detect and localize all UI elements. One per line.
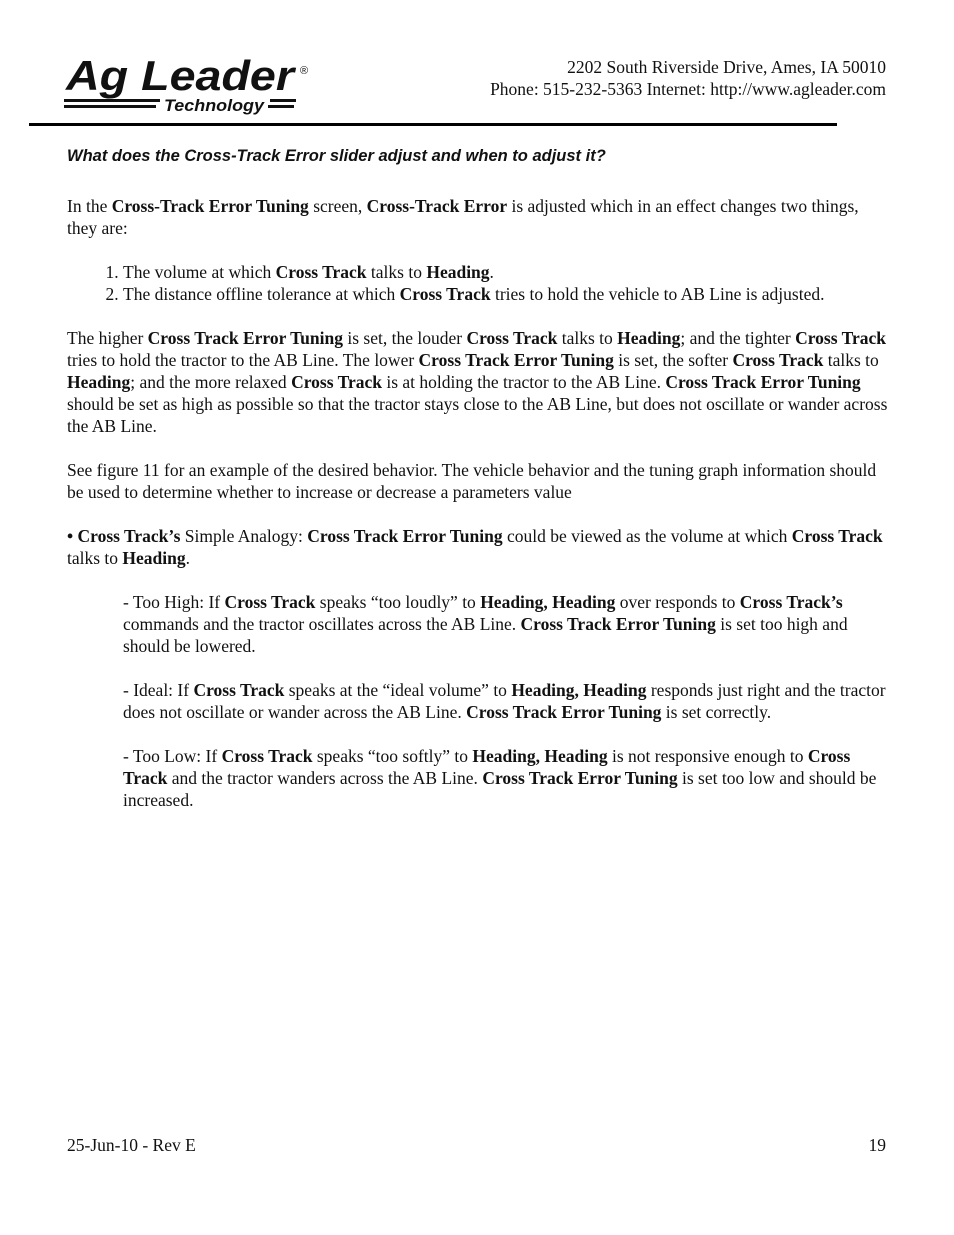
higher-lower-paragraph	[67, 327, 889, 437]
text-run: is adjusted which in an effect changes two things, they are:	[67, 196, 859, 238]
logo-sub-text: Technology	[164, 96, 266, 115]
too-high-paragraph	[123, 591, 889, 657]
bold-term: Heading, Heading	[472, 746, 608, 766]
text-run: responds just right and the tractor does not oscillate or wander across the AB Line.	[123, 680, 886, 722]
text-run: is not responsive enough to	[607, 746, 808, 766]
text-run: speaks “too softly” to	[312, 746, 473, 766]
figure-reference-paragraph	[67, 459, 889, 503]
bold-term: Cross Track	[399, 284, 491, 304]
bold-term: Cross Track Error Tuning	[418, 350, 614, 370]
text-run: Simple Analogy:	[180, 526, 308, 546]
text-run: speaks “too loudly” to	[315, 592, 481, 612]
bold-term: Heading	[67, 372, 131, 392]
bold-term: Cross Track Error Tuning	[466, 702, 662, 722]
bold-term: Cross Track	[791, 526, 883, 546]
footer-date-revision: 25-Jun-10 - Rev E	[67, 1135, 196, 1155]
text-run: talks to	[366, 262, 427, 282]
bold-term: Heading	[426, 262, 490, 282]
text-run: .	[185, 548, 191, 568]
text-run: should be set as high as possible so that the tractor stays close to the AB Line, but does not oscillate or wander across the AB Line.	[67, 394, 888, 436]
text-run: tries to hold the vehicle to AB Line is adjusted.	[490, 284, 825, 304]
page-number: 19	[868, 1135, 886, 1155]
address-line: 2202 South Riverside Drive, Ames, IA 50010	[567, 57, 886, 77]
bold-term: Cross Track	[795, 328, 886, 348]
ag-leader-logo	[60, 52, 320, 122]
text-run: See figure 11 for an example of the desired behavior. The vehicle behavior and the tuning graph information should be used to determine whether to increase or decrease a parameters value	[67, 460, 877, 502]
bold-term: Heading, Heading	[480, 592, 616, 612]
header-rule	[29, 123, 837, 126]
too-low-paragraph	[123, 745, 889, 811]
bold-term: Cross Track Error Tuning	[520, 614, 716, 634]
bold-term: Cross Track Error Tuning	[307, 526, 503, 546]
registered-mark: ®	[300, 65, 309, 77]
bold-term: Cross Track	[275, 262, 367, 282]
text-run: could be viewed as the volume at which	[502, 526, 792, 546]
company-address	[490, 56, 886, 100]
ideal-paragraph	[123, 679, 889, 723]
contact-line: Phone: 515-232-5363 Internet: http://www.agleader.com	[490, 79, 886, 99]
bold-term: Cross Track Error Tuning	[147, 328, 343, 348]
bold-term: Heading	[617, 328, 681, 348]
bold-term: Cross Track	[123, 746, 851, 788]
bold-term: Cross Track	[193, 680, 285, 700]
text-run: is set correctly.	[661, 702, 772, 722]
text-run: talks to	[823, 350, 879, 370]
logo-main-text: Ag Leader	[64, 52, 297, 99]
text-run: ; and the more relaxed	[130, 372, 292, 392]
question-heading: What does the Cross-Track Error slider adjust and when to adjust it?	[67, 147, 606, 165]
text-run: - Too High: If	[123, 592, 225, 612]
text-run: and the tractor wanders across the AB Line.	[167, 768, 483, 788]
text-run: The volume at which	[123, 262, 276, 282]
bold-term: Cross Track’s	[739, 592, 843, 612]
bold-term: Cross Track	[732, 350, 824, 370]
list-item	[123, 283, 889, 305]
text-run: - Ideal: If	[123, 680, 194, 700]
text-run: talks to	[67, 548, 123, 568]
text-run: tries to hold the tractor to the AB Line. The lower	[67, 350, 419, 370]
bold-term: Cross-Track Error Tuning	[111, 196, 309, 216]
text-run: is at holding the tractor to the AB Line.	[381, 372, 666, 392]
bold-term: Heading	[122, 548, 186, 568]
bold-term: Cross Track Error Tuning	[665, 372, 861, 392]
text-run: talks to	[557, 328, 618, 348]
list-item	[123, 261, 889, 283]
text-run: is set too high and should be lowered.	[123, 614, 848, 656]
bold-term: Cross Track Error Tuning	[482, 768, 678, 788]
bold-term: Cross Track	[224, 592, 316, 612]
text-run: is set, the louder	[342, 328, 467, 348]
text-run: ; and the tighter	[680, 328, 796, 348]
text-run: screen,	[308, 196, 367, 216]
text-run: commands and the tractor oscillates across the AB Line.	[123, 614, 521, 634]
text-run: speaks at the “ideal volume” to	[284, 680, 512, 700]
bold-term: Cross Track	[291, 372, 382, 392]
bold-term: Cross Track	[466, 328, 558, 348]
bold-term: Cross-Track Error	[366, 196, 508, 216]
intro-paragraph	[67, 195, 889, 239]
bold-term: • Cross Track’s	[67, 526, 181, 546]
text-run: The distance offline tolerance at which	[123, 284, 400, 304]
text-run: over responds to	[615, 592, 740, 612]
text-run: In the	[67, 196, 112, 216]
text-run: - Too Low: If	[123, 746, 222, 766]
document-body	[67, 145, 889, 811]
bold-term: Cross Track	[221, 746, 313, 766]
bold-term: Heading, Heading	[511, 680, 647, 700]
text-run: is set too low and should be increased.	[123, 768, 877, 810]
text-run: is set, the softer	[613, 350, 733, 370]
text-run: .	[489, 262, 494, 282]
analogy-paragraph	[67, 525, 889, 569]
text-run: The higher	[67, 328, 148, 348]
effects-list	[67, 261, 889, 305]
